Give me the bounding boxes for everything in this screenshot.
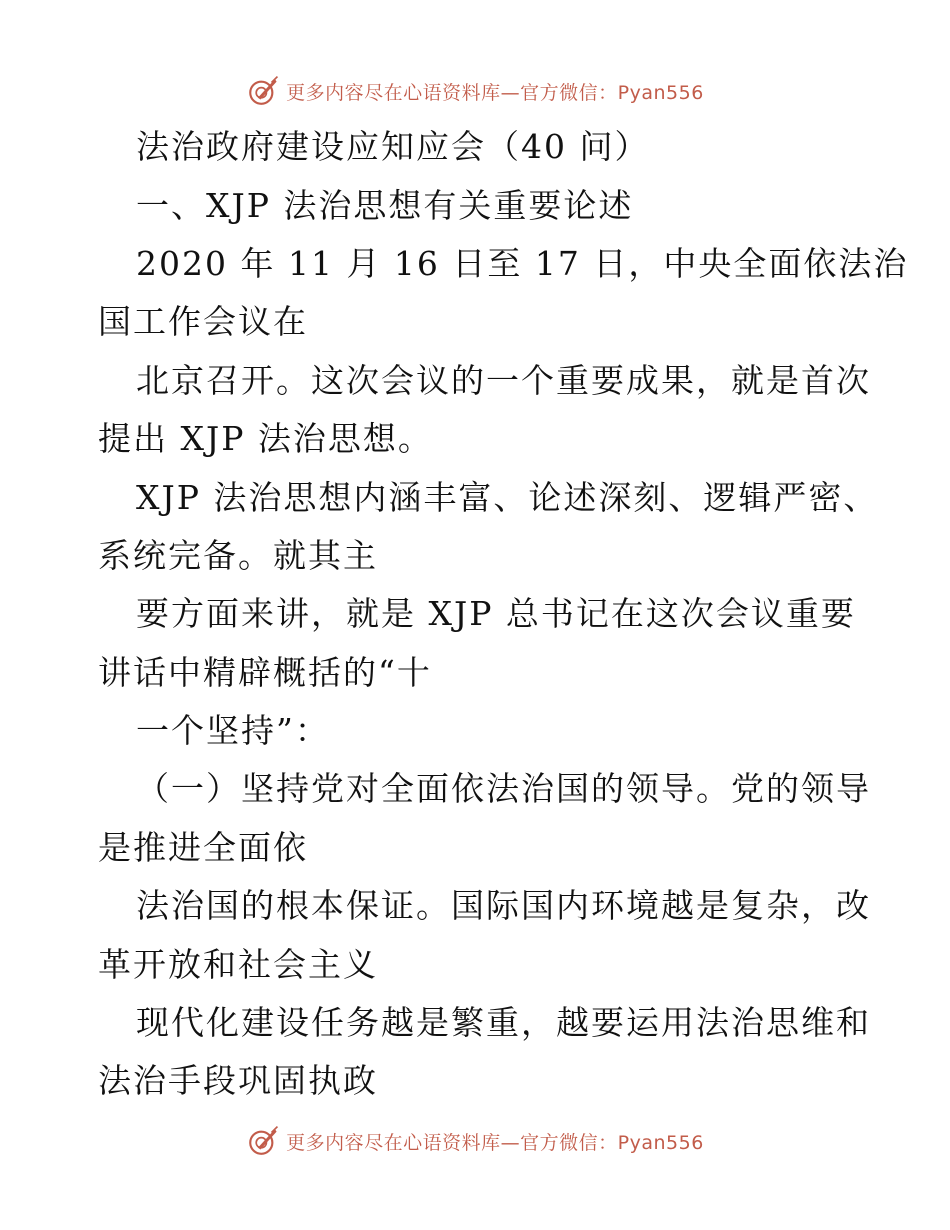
watermark-footer — [0, 1121, 950, 1161]
paragraph-line: 提出 XJP 法治思想。 — [98, 419, 433, 458]
paragraph-line: 要方面来讲，就是 XJP 总书记在这次会议重要 — [136, 594, 856, 633]
paragraph-line: 2020 年 11 月 16 日至 17 日，中央全面依法治 — [136, 244, 909, 283]
paragraph-line: 现代化建设任务越是繁重，越要运用法治思维和 — [136, 1003, 871, 1042]
paragraph-line: 法治国的根本保证。国际国内环境越是复杂，改 — [136, 886, 871, 925]
paragraph-line: （一）坚持党对全面依法治国的领导。党的领导 — [136, 769, 871, 808]
paragraph-line: XJP 法治思想内涵丰富、论述深刻、逻辑严密、 — [136, 478, 879, 517]
paragraph-line: 一个坚持”： — [136, 711, 330, 750]
paragraph-line: 讲话中精辟概括的“十 — [98, 653, 432, 692]
watermark-text: 更多内容尽在心语资料库—官方微信：Pyan556 — [286, 1131, 704, 1154]
quill-logo-icon — [246, 74, 280, 108]
section-heading: 一、XJP 法治思想有关重要论述 — [136, 186, 634, 225]
paragraph-line: 国工作会议在 — [98, 302, 308, 341]
paragraph-line: 法治手段巩固执政 — [98, 1061, 378, 1100]
quill-logo-icon — [246, 1124, 280, 1158]
paragraph-line: 北京召开。这次会议的一个重要成果，就是首次 — [136, 361, 871, 400]
watermark-text: 更多内容尽在心语资料库—官方微信：Pyan556 — [286, 81, 704, 104]
document-title: 法治政府建设应知应会（40 问） — [136, 127, 650, 166]
watermark-header — [0, 71, 950, 111]
paragraph-line: 是推进全面依 — [98, 828, 308, 867]
paragraph-line: 系统完备。就其主 — [98, 536, 378, 575]
paragraph-line: 革开放和社会主义 — [98, 945, 378, 984]
